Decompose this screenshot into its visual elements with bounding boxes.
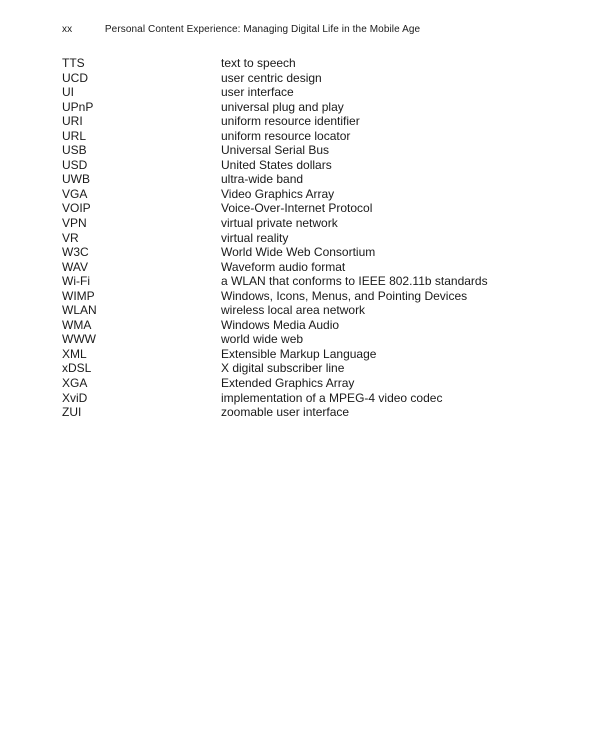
abbreviation-term: WLAN bbox=[62, 303, 97, 318]
abbreviation-term: W3C bbox=[62, 245, 89, 260]
glossary-row bbox=[62, 303, 582, 318]
abbreviation-term: USD bbox=[62, 157, 88, 172]
abbreviation-term: XviD bbox=[62, 390, 88, 405]
abbreviation-term: VPN bbox=[62, 216, 87, 231]
abbreviation-definition: virtual private network bbox=[221, 216, 338, 231]
abbreviation-definition: Video Graphics Array bbox=[221, 186, 335, 201]
abbreviation-definition: Voice-Over-Internet Protocol bbox=[221, 201, 373, 216]
abbreviation-definition: wireless local area network bbox=[221, 303, 366, 318]
abbreviation-definition: Extended Graphics Array bbox=[221, 376, 355, 391]
abbreviation-term: XML bbox=[62, 346, 87, 361]
abbreviation-definition: Windows, Icons, Menus, and Pointing Devices bbox=[221, 288, 468, 303]
abbreviation-definition: implementation of a MPEG-4 video codec bbox=[221, 390, 443, 405]
abbreviation-definition: X digital subscriber line bbox=[221, 361, 345, 376]
abbreviation-definition: uniform resource identifier bbox=[221, 114, 360, 129]
glossary-row bbox=[62, 231, 582, 246]
abbreviation-term: URL bbox=[62, 128, 87, 143]
abbreviation-definition: Universal Serial Bus bbox=[221, 143, 330, 158]
page-number: xx bbox=[62, 24, 73, 35]
abbreviation-term: VGA bbox=[62, 186, 88, 201]
abbreviation-definition: Windows Media Audio bbox=[221, 317, 340, 332]
abbreviation-definition: world wide web bbox=[221, 332, 304, 347]
abbreviation-term: Wi-Fi bbox=[62, 274, 90, 289]
glossary-row bbox=[62, 376, 582, 391]
glossary-row bbox=[62, 187, 582, 202]
glossary-row bbox=[62, 201, 582, 216]
running-title: Personal Content Experience: Managing Digital Life in the Mobile Age bbox=[104, 24, 421, 35]
glossary-row bbox=[62, 71, 582, 86]
abbreviation-definition: universal plug and play bbox=[221, 99, 344, 114]
abbreviation-definition: text to speech bbox=[221, 56, 296, 70]
abbreviation-term: VOIP bbox=[62, 201, 91, 216]
abbreviation-term: XGA bbox=[62, 376, 88, 391]
abbreviation-term: ZUI bbox=[62, 405, 82, 420]
abbreviation-term: UI bbox=[62, 85, 74, 100]
glossary-row bbox=[62, 260, 582, 275]
glossary-row bbox=[62, 361, 582, 376]
glossary-row bbox=[62, 56, 582, 71]
glossary-row bbox=[62, 391, 582, 406]
abbreviation-definition: user interface bbox=[221, 85, 294, 100]
abbreviation-definition: virtual reality bbox=[221, 230, 289, 245]
abbreviation-term: WIMP bbox=[62, 288, 95, 303]
glossary-row bbox=[62, 158, 582, 173]
abbreviation-term: WWW bbox=[62, 332, 96, 347]
page-header bbox=[62, 24, 580, 40]
glossary-row bbox=[62, 216, 582, 231]
glossary-row bbox=[62, 143, 582, 158]
glossary-row bbox=[62, 100, 582, 115]
abbreviation-glossary bbox=[62, 56, 582, 420]
abbreviation-term: URI bbox=[62, 114, 83, 129]
glossary-row bbox=[62, 289, 582, 304]
abbreviation-definition: zoomable user interface bbox=[221, 405, 350, 420]
abbreviation-definition: uniform resource locator bbox=[221, 128, 351, 143]
abbreviation-definition: user centric design bbox=[221, 70, 322, 85]
glossary-row bbox=[62, 405, 582, 420]
abbreviation-term: TTS bbox=[62, 56, 85, 70]
abbreviation-definition: ultra-wide band bbox=[221, 172, 304, 187]
glossary-row bbox=[62, 347, 582, 362]
abbreviation-definition: Extensible Markup Language bbox=[221, 346, 377, 361]
glossary-row bbox=[62, 129, 582, 144]
glossary-row bbox=[62, 318, 582, 333]
abbreviation-term: WMA bbox=[62, 317, 92, 332]
glossary-row bbox=[62, 172, 582, 187]
abbreviation-definition: United States dollars bbox=[221, 157, 332, 172]
glossary-row bbox=[62, 85, 582, 100]
glossary-row bbox=[62, 114, 582, 129]
abbreviation-definition: World Wide Web Consortium bbox=[221, 245, 376, 260]
abbreviation-term: VR bbox=[62, 230, 79, 245]
abbreviation-definition: a WLAN that conforms to IEEE 802.11b standards bbox=[221, 274, 488, 289]
abbreviation-term: UCD bbox=[62, 70, 88, 85]
abbreviation-definition: Waveform audio format bbox=[221, 259, 346, 274]
abbreviation-term: xDSL bbox=[62, 361, 92, 376]
abbreviation-term: UWB bbox=[62, 172, 90, 187]
glossary-row bbox=[62, 245, 582, 260]
abbreviation-term: WAV bbox=[62, 259, 88, 274]
glossary-row bbox=[62, 274, 582, 289]
glossary-row bbox=[62, 332, 582, 347]
abbreviation-term: USB bbox=[62, 143, 87, 158]
abbreviation-term: UPnP bbox=[62, 99, 94, 114]
